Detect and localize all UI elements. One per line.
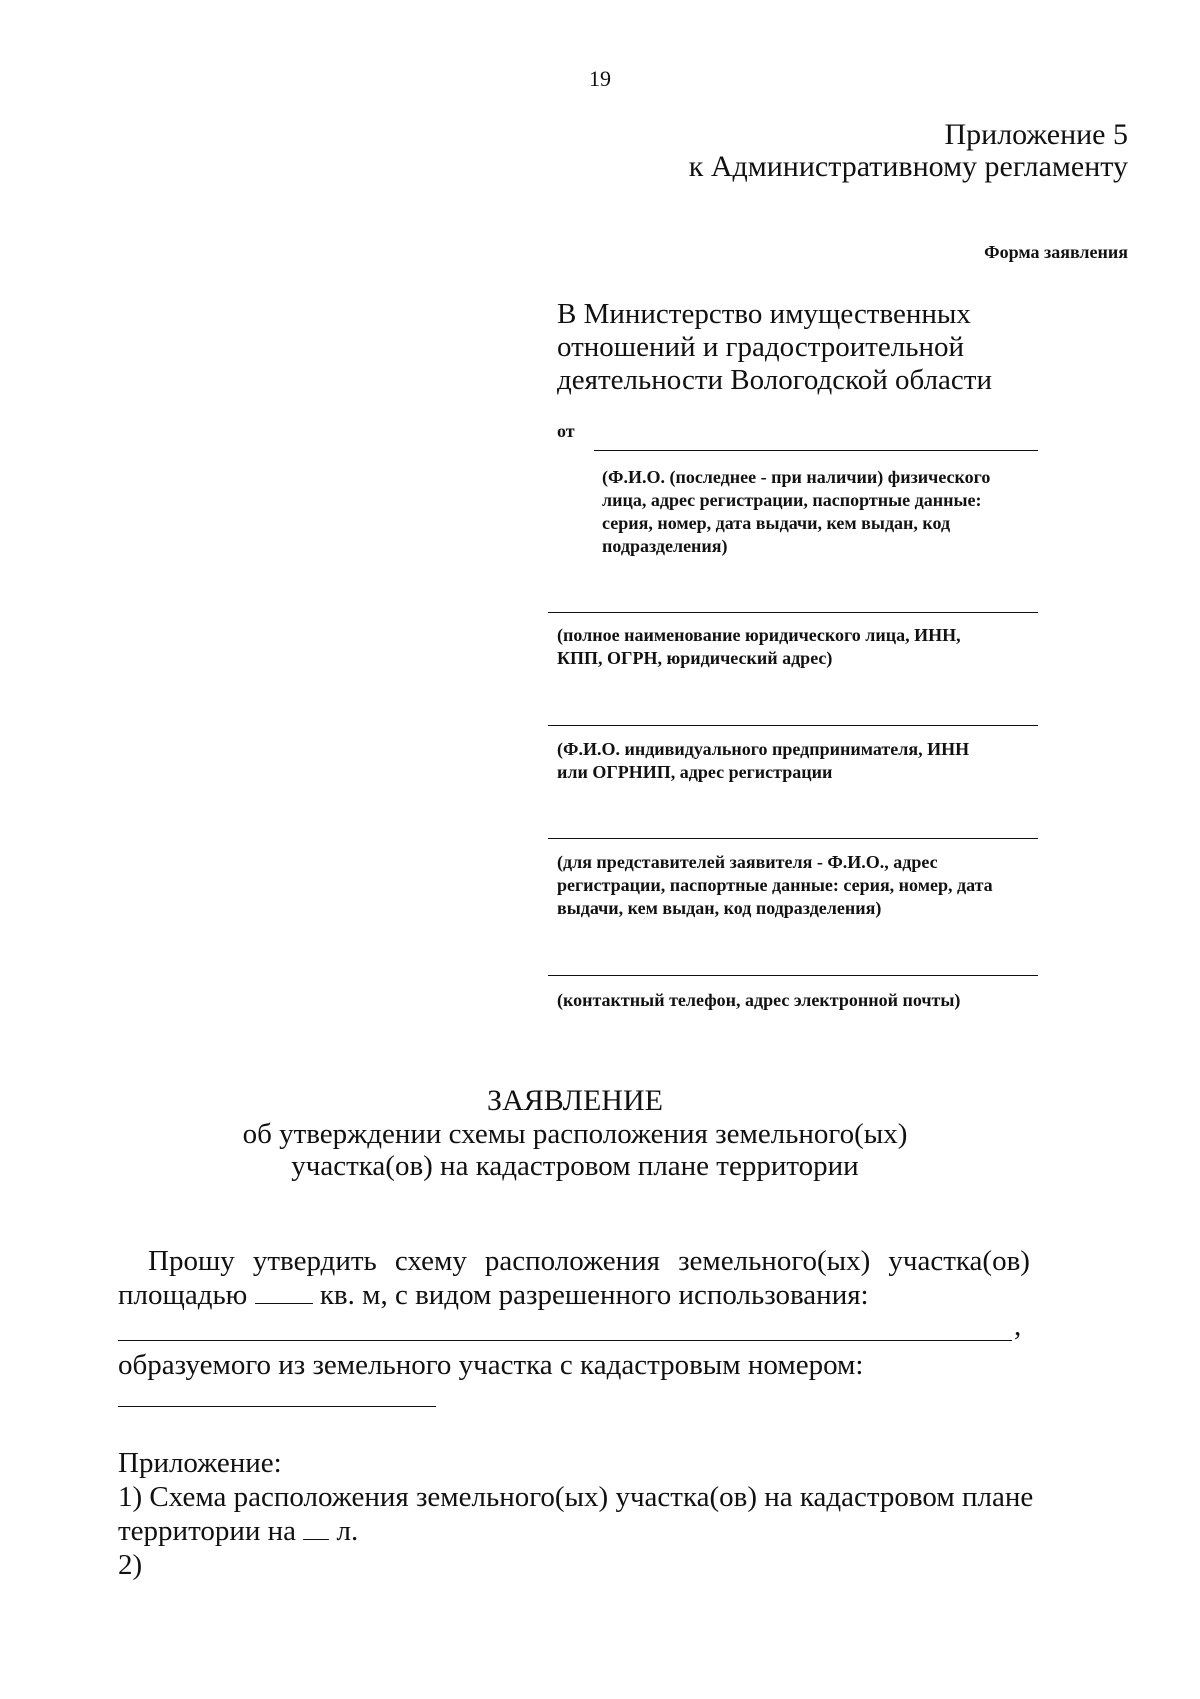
subtitle-line: об утверждении схемы расположения земельного(ых) [242,1118,908,1150]
caption-line: серия, номер, дата выдачи, кем выдан, код [602,513,951,533]
subtitle-line: участка(ов) на кадастровом плане территории [291,1150,859,1182]
representative-caption [557,851,993,920]
legal-entity-caption [557,624,961,670]
from-label: от [557,421,575,441]
representative-line [548,838,1038,839]
entrepreneur-caption [557,738,969,784]
appendix-reference: к Административному регламенту [688,150,1128,183]
sheets-unit: л. [336,1515,359,1547]
permitted-use-label: кв. м, с видом разрешенного использования: [319,1279,869,1311]
contacts-caption [557,989,960,1012]
caption-line: подразделения) [602,536,728,556]
caption-line: (полное наименование юридического лица, ИНН, [557,625,961,645]
entrepreneur-line [548,725,1038,726]
request-word: расположения [484,1245,660,1277]
request-word: земельного(ых) [678,1245,871,1277]
page-number: 19 [589,66,611,91]
cadastral-number-line [118,1406,436,1407]
comma: , [1014,1310,1022,1342]
attachment-item-1: 1) Схема расположения земельного(ых) участка(ов) на кадастровом плане [118,1481,1034,1513]
permitted-use-line [118,1340,1012,1341]
document-title: ЗАЯВЛЕНИЕ [487,1084,663,1117]
attachment-text: территории на [118,1515,297,1547]
contacts-line [548,975,1038,976]
caption-line: (контактный телефон, адрес электронной почты) [557,990,961,1010]
individual-caption [602,466,990,558]
request-word: схему [394,1245,467,1277]
appendix-title: Приложение 5 [944,118,1128,151]
request-line [118,1245,1030,1278]
caption-line: КПП, ОГРН, юридический адрес) [557,648,833,668]
addressee-line: отношений и градостроительной [557,331,965,363]
addressee-line: В Министерство имущественных [557,298,971,330]
request-word: утвердить [252,1245,377,1277]
caption-line: выдачи, кем выдан, код подразделения) [557,898,882,918]
attachment-item-1-cont [118,1514,358,1548]
document-subtitle [0,1118,1150,1182]
area-line [118,1278,869,1312]
caption-line: (для представителей заявителя - Ф.И.О., адрес [557,852,938,872]
area-blank [255,1281,313,1304]
attachment-item-2: 2) [118,1549,143,1581]
caption-line: лица, адрес регистрации, паспортные данные: [602,490,982,510]
caption-line: (Ф.И.О. (последнее - при наличии) физического [602,467,991,487]
caption-line: регистрации, паспортные данные: серия, номер, дата [557,875,993,895]
legal-entity-line [548,612,1038,613]
addressee-line: деятельности Вологодской области [557,364,992,396]
form-label: Форма заявления [984,242,1128,262]
attachments-heading: Приложение: [118,1447,282,1479]
caption-line: (Ф.И.О. индивидуального предпринимателя, ИНН [557,739,970,759]
area-label: площадью [118,1279,248,1311]
cadastral-label: образуемого из земельного участка с кадастровым номером: [118,1349,864,1381]
request-word: участка(ов) [888,1245,1030,1277]
request-word: Прошу [148,1245,235,1277]
addressee-block [557,298,1117,397]
applicant-name-line [594,450,1038,451]
caption-line: или ОГРНИП, адрес регистрации [557,762,833,782]
sheets-blank [303,1517,329,1540]
